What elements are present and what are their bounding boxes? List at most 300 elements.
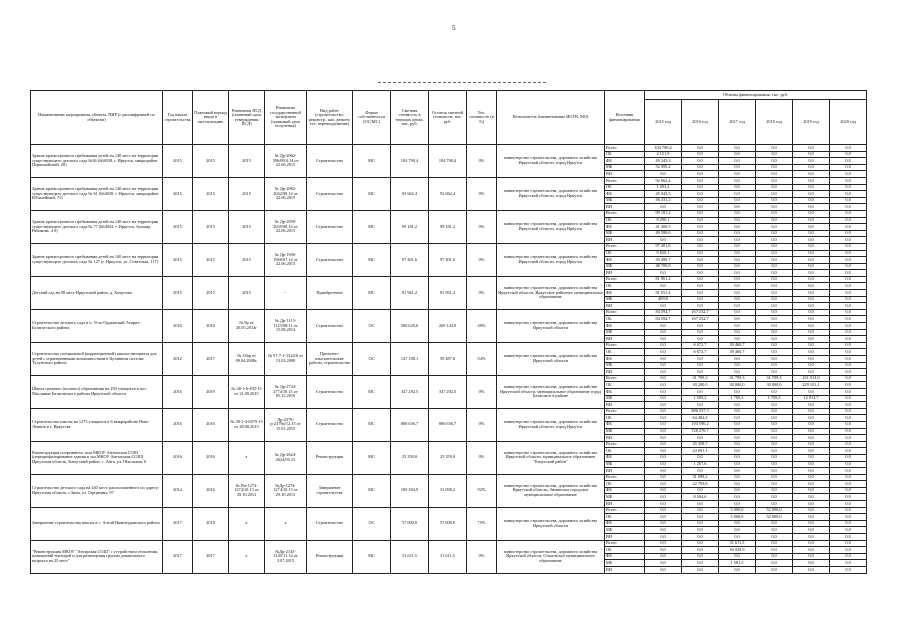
- funding-value: 886 557,3: [682, 408, 719, 415]
- col-executor: Исполнитель (наименование ИОГВ, МО): [497, 91, 605, 145]
- funding-value: 0,0: [830, 402, 867, 409]
- funding-value: 0,0: [793, 217, 830, 224]
- estimated-cost: 31 611,5: [391, 540, 429, 573]
- funding-value: 0,0: [682, 210, 719, 217]
- executor: министерство строительства, дорожного хозяйства Иркутской области, Зиминское городское муниципальное образование: [497, 474, 605, 507]
- funding-value: 0,0: [830, 468, 867, 475]
- funding-value: 0,0: [645, 520, 682, 527]
- executor: министерство строительства, дорожного хозяйства Иркутской области: [497, 342, 605, 375]
- funding-value: 0,0: [682, 191, 719, 198]
- readiness: 0%: [467, 276, 497, 309]
- funding-value: 0,0: [719, 356, 756, 363]
- funding-value: 39 460,7: [719, 342, 756, 349]
- table-row: [31, 540, 867, 547]
- funding-value: 0,0: [719, 421, 756, 428]
- funding-value: 0,0: [682, 290, 719, 297]
- funding-value: 0,0: [793, 263, 830, 270]
- funding-value: 0,0: [719, 158, 756, 165]
- funding-value: 0,0: [719, 204, 756, 211]
- funding-value: 0,0: [719, 296, 756, 303]
- funding-value: 0,0: [719, 210, 756, 217]
- funding-value: 0,0: [756, 356, 793, 363]
- funding-value: 0,0: [682, 388, 719, 395]
- funding-value: 0,0: [830, 567, 867, 574]
- expertise-details: №Др-1274-1274/10.13 от 29.10.2013: [265, 474, 307, 507]
- funding-value: 0,0: [756, 408, 793, 415]
- funding-value: 0,0: [830, 191, 867, 198]
- funding-value: 0,0: [793, 145, 830, 152]
- object-name: Здание краткосрочного пребывания детей на 140 мест на территории существующего детского сада №36 (664038, г. Иркутск, микрорайон Первомайский, 20): [31, 145, 163, 178]
- funding-value: 0,0: [830, 349, 867, 356]
- funding-value: 0,0: [682, 151, 719, 158]
- psd-details: № 38-1-4-0479-15 от 28.08.2015: [229, 408, 265, 441]
- funding-value: 0,0: [830, 481, 867, 488]
- funding-value: 0,0: [830, 250, 867, 257]
- funding-value: 0,0: [793, 250, 830, 257]
- funding-value: 0,0: [756, 336, 793, 343]
- funding-value: 0,0: [645, 303, 682, 310]
- funding-source: ФБ: [605, 191, 645, 198]
- funding-value: 104 790,4: [645, 145, 682, 152]
- funding-value: 0,0: [645, 342, 682, 349]
- funding-value: 0,0: [756, 164, 793, 171]
- estimated-cost: 147 108,1: [391, 342, 429, 375]
- funding-source: Всего: [605, 441, 645, 448]
- funding-value: 0,0: [756, 204, 793, 211]
- funding-value: 0,0: [756, 276, 793, 283]
- funding-value: 0,0: [793, 230, 830, 237]
- executor: министерство строительства, дорожного хозяйства Иркутской области, город Иркутск: [497, 177, 605, 210]
- funding-value: 0,0: [793, 441, 830, 448]
- funding-value: 0,0: [682, 527, 719, 534]
- funding-source: Всего: [605, 474, 645, 481]
- col-work-type: Вид работ (строительство, реконстр., кап. ремонт, тех. перевооружение): [307, 91, 353, 145]
- funding-value: 0,0: [719, 217, 756, 224]
- funding-value: 0,0: [830, 270, 867, 277]
- work-type: Строительство: [307, 309, 353, 342]
- executor: министерство строительства, дорожного хозяйства Иркутской области, город Иркутск: [497, 408, 605, 441]
- funding-source: ОБ: [605, 415, 645, 422]
- remaining-cost: 92 662,4: [429, 177, 467, 210]
- funding-value: 5 000,0: [719, 507, 756, 514]
- investment-table: [30, 90, 867, 574]
- funding-value: 0,0: [793, 448, 830, 455]
- funding-value: 30 000,0: [756, 382, 793, 389]
- funding-value: 0,0: [793, 553, 830, 560]
- funding-value: 0,0: [793, 237, 830, 244]
- funding-value: 0,0: [682, 402, 719, 409]
- funding-source: ОБ: [605, 448, 645, 455]
- funding-value: 0,0: [793, 402, 830, 409]
- object-name: Здание краткосрочного пребывания детей на 140 мест на территории существующего детского сада № 77 (664043, г. Иркутск, бульвар Рябикова, 4 б): [31, 210, 163, 243]
- funding-source: Всего: [605, 210, 645, 217]
- funding-value: 0,0: [645, 474, 682, 481]
- funding-value: 30 000,0: [719, 382, 756, 389]
- psd-details: х: [229, 540, 265, 573]
- funding-value: 9 820,1: [645, 250, 682, 257]
- psd-details: № Пп-1274-1274/10.13 от 29.10.2013: [229, 474, 265, 507]
- funding-value: 0,0: [756, 448, 793, 455]
- funding-source: Всего: [605, 145, 645, 152]
- object-name: "Реконструкция МКОУ "Ангарская СОШ" с устройством отопления, помещений теплицей и для размещения группы дошкольного возраста на 25 мест": [31, 540, 163, 573]
- funding-value: 84 594,7: [645, 309, 682, 316]
- funding-source: ОБ: [605, 217, 645, 224]
- funding-value: 0,0: [793, 171, 830, 178]
- funding-value: 0,0: [793, 369, 830, 376]
- year-end: 2016: [193, 441, 229, 474]
- funding-value: 0,0: [793, 474, 830, 481]
- funding-value: 0,0: [756, 257, 793, 264]
- funding-value: 0,0: [756, 230, 793, 237]
- funding-value: 0,0: [719, 369, 756, 376]
- funding-value: 0,0: [682, 520, 719, 527]
- funding-source: Всего: [605, 507, 645, 514]
- funding-value: 0,0: [830, 369, 867, 376]
- funding-value: 0,0: [756, 534, 793, 541]
- funding-value: 0,0: [719, 468, 756, 475]
- funding-value: 0,0: [719, 415, 756, 422]
- expertise-details: Др-2379/р-2379р/12.15 от 15.01.2015: [265, 408, 307, 441]
- funding-value: 0,0: [793, 349, 830, 356]
- funding-value: 0,0: [719, 448, 756, 455]
- funding-value: 0,0: [830, 316, 867, 323]
- funding-value: 0,0: [645, 494, 682, 501]
- funding-value: 0,0: [645, 362, 682, 369]
- readiness: 75%: [467, 507, 497, 540]
- ownership: ОС: [353, 342, 391, 375]
- funding-value: 0,0: [682, 547, 719, 554]
- funding-value: 0,0: [793, 540, 830, 547]
- funding-source: Всего: [605, 177, 645, 184]
- funding-value: 0,0: [830, 507, 867, 514]
- funding-value: 0,0: [645, 514, 682, 521]
- funding-value: 8 290,1: [645, 217, 682, 224]
- funding-source: Всего: [605, 309, 645, 316]
- work-type: Реконструкция: [307, 441, 353, 474]
- funding-value: 409,8: [645, 296, 682, 303]
- funding-value: 0,0: [645, 448, 682, 455]
- expertise-details: №Др-2145-2145/11.14 от 3.07.2015: [265, 540, 307, 573]
- funding-value: 81 961,2: [645, 276, 682, 283]
- readiness: 0%: [467, 177, 497, 210]
- remaining-cost: 57 000,0: [429, 507, 467, 540]
- funding-value: 0,0: [719, 191, 756, 198]
- funding-value: 0,0: [756, 415, 793, 422]
- readiness: 0%: [467, 243, 497, 276]
- funding-value: 0,0: [682, 435, 719, 442]
- funding-value: 30 200,0: [682, 382, 719, 389]
- funding-value: 0,0: [756, 290, 793, 297]
- funding-value: 0,0: [645, 534, 682, 541]
- funding-value: 22 793,6: [682, 481, 719, 488]
- funding-value: 0,0: [793, 210, 830, 217]
- funding-value: 0,0: [793, 415, 830, 422]
- object-name: Реконструкция спортивного зала МКОУ Антыхская СОШ (перепрофилирование здания в зал МКОУ Антыхская СОШ) Иркутская область, Качугский район, с. Анга, ул. Школьная, 6: [31, 441, 163, 474]
- funding-value: 0,0: [830, 158, 867, 165]
- table-row: [31, 243, 867, 250]
- funding-value: 0,0: [682, 177, 719, 184]
- executor: министерство строительства, дорожного хозяйства Иркутской области, город Иркутск: [497, 243, 605, 276]
- estimated-cost: 180 304,9: [391, 474, 429, 507]
- expertise-details: № Др-1113-1115/08/11 от 15.08.2014: [265, 309, 307, 342]
- funding-value: 0,0: [682, 560, 719, 567]
- funding-value: 0,0: [830, 520, 867, 527]
- expertise-details: № Др-2059-2035/08.14 от 22.06.2015: [265, 210, 307, 243]
- funding-source: ОБ: [605, 283, 645, 290]
- table-row: [31, 342, 867, 349]
- estimated-cost: 886 656,7: [391, 408, 429, 441]
- work-type: Проектно-изыскательские работы, строительство: [307, 342, 353, 375]
- funding-value: 0,0: [756, 224, 793, 231]
- psd-details: № 336р от 09.04.2008г.: [229, 342, 265, 375]
- table-row: [31, 474, 867, 481]
- col-estimated-cost: Сметная стоимость в текущих ценах, тыс. руб.: [391, 91, 429, 145]
- funding-value: 0,0: [830, 540, 867, 547]
- object-name: Здание краткосрочного пребывания детей на 140 мест на территории существующего детского сада № 61 (664039, г. Иркутск, микрорайон Юбилейный, 71): [31, 177, 163, 210]
- funding-value: 52 395,2: [645, 164, 682, 171]
- funding-value: 31 098,2: [682, 474, 719, 481]
- funding-value: 97 401,6: [645, 243, 682, 250]
- funding-value: 0,0: [756, 540, 793, 547]
- funding-source: ФБ: [605, 421, 645, 428]
- funding-source: ВИ: [605, 336, 645, 343]
- funding-value: 0,0: [719, 461, 756, 468]
- funding-value: 0,0: [830, 421, 867, 428]
- executor: министерство строительства, дорожного хозяйства Иркутской области, Иркутское районное муниципальное образование: [497, 276, 605, 309]
- table-row: [31, 276, 867, 283]
- funding-value: 5 000,0: [719, 514, 756, 521]
- funding-value: 0,0: [830, 177, 867, 184]
- funding-source: Всего: [605, 375, 645, 382]
- funding-value: 0,0: [793, 243, 830, 250]
- estimated-cost: 81 961,2: [391, 276, 429, 309]
- funding-value: 1 709,3: [719, 395, 756, 402]
- funding-source: ФБ: [605, 224, 645, 231]
- col-year-start: Год начала строительства: [163, 91, 193, 145]
- funding-value: 0,0: [756, 250, 793, 257]
- year-end: 2015: [193, 210, 229, 243]
- funding-value: 0,0: [645, 540, 682, 547]
- funding-value: 0,0: [793, 151, 830, 158]
- funding-value: 0,0: [793, 316, 830, 323]
- funding-value: 0,0: [645, 408, 682, 415]
- funding-source: ОБ: [605, 481, 645, 488]
- col-year: 2019 год: [793, 100, 830, 145]
- funding-value: 0,0: [682, 369, 719, 376]
- funding-value: 0,0: [830, 164, 867, 171]
- funding-value: 0,0: [645, 435, 682, 442]
- funding-value: 0,0: [793, 481, 830, 488]
- year-start: 2017: [163, 540, 193, 573]
- funding-value: 0,0: [830, 461, 867, 468]
- funding-value: 0,0: [830, 382, 867, 389]
- funding-value: 0,0: [793, 191, 830, 198]
- funding-source: ВИ: [605, 237, 645, 244]
- year-end: 2019: [193, 375, 229, 408]
- funding-value: 0,0: [830, 415, 867, 422]
- ownership: МС: [353, 474, 391, 507]
- funding-value: 0,0: [645, 553, 682, 560]
- funding-source: ВИ: [605, 534, 645, 541]
- funding-value: 0,0: [756, 316, 793, 323]
- year-start: 2015: [163, 145, 193, 178]
- funding-value: 46 331,2: [645, 197, 682, 204]
- funding-value: 0,0: [645, 441, 682, 448]
- funding-value: 0,0: [682, 257, 719, 264]
- table-row: [31, 145, 867, 152]
- funding-value: 0,0: [719, 177, 756, 184]
- funding-value: 0,0: [756, 270, 793, 277]
- estimated-cost: 347 292,5: [391, 375, 429, 408]
- object-name: Завершение строительства школы в с. Алтай Нижнеудинского района: [31, 507, 163, 540]
- year-start: 2015: [163, 243, 193, 276]
- funding-source: ФБ: [605, 290, 645, 297]
- year-start: 2016: [163, 309, 193, 342]
- funding-source: ВИ: [605, 567, 645, 574]
- funding-value: 0,0: [682, 283, 719, 290]
- work-type: Строительство: [307, 210, 353, 243]
- funding-value: 0,0: [756, 283, 793, 290]
- work-type: Строительство: [307, 375, 353, 408]
- funding-value: 0,0: [682, 454, 719, 461]
- work-type: Приобретение: [307, 276, 353, 309]
- year-start: 2015: [163, 276, 193, 309]
- funding-value: 0,0: [682, 171, 719, 178]
- ownership: МС: [353, 276, 391, 309]
- funding-value: 0,0: [719, 257, 756, 264]
- funding-value: 0,0: [830, 151, 867, 158]
- funding-value: 0,0: [830, 145, 867, 152]
- funding-value: 0,0: [682, 553, 719, 560]
- funding-value: 0,0: [719, 553, 756, 560]
- funding-value: 0,0: [719, 303, 756, 310]
- funding-value: 0,0: [682, 243, 719, 250]
- executor: министерство строительства, дорожного хозяйства Иркутской области, Ольхонское муниципальное образование: [497, 540, 605, 573]
- expertise-details: № Др-2734-2774/10.15 от 05.12.2016: [265, 375, 307, 408]
- funding-value: 0,0: [793, 494, 830, 501]
- funding-value: 167 232,7: [682, 316, 719, 323]
- funding-value: 0,0: [682, 224, 719, 231]
- funding-source: ОБ: [605, 250, 645, 257]
- funding-value: 0,0: [793, 342, 830, 349]
- year-end: 2015: [193, 177, 229, 210]
- funding-value: 0,0: [830, 395, 867, 402]
- funding-value: 0,0: [756, 487, 793, 494]
- funding-value: 1 203,2: [645, 184, 682, 191]
- object-name: Строительство детского сада на 240 мест, расположенного по адресу: Иркутская область, г.Зима, ул. Герцизина, 97: [31, 474, 163, 507]
- remaining-cost: 104 790,4: [429, 145, 467, 178]
- funding-value: 0,0: [645, 356, 682, 363]
- funding-value: 0,0: [756, 494, 793, 501]
- remaining-cost: 99 181,2: [429, 210, 467, 243]
- funding-value: 0,0: [645, 567, 682, 574]
- funding-source: МБ: [605, 560, 645, 567]
- funding-value: 0,0: [756, 547, 793, 554]
- funding-value: 0,0: [682, 217, 719, 224]
- funding-value: 52 000,0: [756, 507, 793, 514]
- funding-value: 0,0: [719, 290, 756, 297]
- funding-value: 0,0: [830, 454, 867, 461]
- funding-source: МБ: [605, 329, 645, 336]
- funding-value: 0,0: [682, 507, 719, 514]
- work-type: Строительство: [307, 243, 353, 276]
- funding-value: 0,0: [719, 487, 756, 494]
- funding-source: ОБ: [605, 382, 645, 389]
- funding-value: 0,0: [682, 296, 719, 303]
- col-ownership: Форма собственности (ОС/МС): [353, 91, 391, 145]
- funding-value: 49 590,6: [645, 230, 682, 237]
- funding-value: 0,0: [830, 408, 867, 415]
- table-row: [31, 210, 867, 217]
- funding-value: 0,0: [830, 441, 867, 448]
- year-start: 2015: [163, 177, 193, 210]
- funding-value: 0,0: [830, 329, 867, 336]
- year-start: 2016: [163, 441, 193, 474]
- year-start: 2014: [163, 474, 193, 507]
- funding-source: ФБ: [605, 257, 645, 264]
- funding-value: 0,0: [793, 356, 830, 363]
- estimated-cost: 586 620,6: [391, 309, 429, 342]
- expertise-details: х: [265, 507, 307, 540]
- funding-value: 6 672,7: [682, 342, 719, 349]
- funding-value: 0,0: [793, 323, 830, 330]
- funding-value: 0,0: [682, 487, 719, 494]
- funding-source: ОБ: [605, 316, 645, 323]
- remaining-cost: 31 098,2: [429, 474, 467, 507]
- remaining-cost: 59 487,6: [429, 342, 467, 375]
- executor: министерство строительства, дорожного хозяйства Иркутской области, муниципальное образование "Качугский район": [497, 441, 605, 474]
- funding-source: ВИ: [605, 468, 645, 475]
- estimated-cost: 99 181,2: [391, 210, 429, 243]
- funding-value: 0,0: [645, 349, 682, 356]
- funding-value: 0,0: [793, 421, 830, 428]
- ownership: МС: [353, 177, 391, 210]
- funding-value: 0,0: [793, 501, 830, 508]
- funding-value: 0,0: [756, 567, 793, 574]
- funding-value: 0,0: [830, 388, 867, 395]
- funding-value: 0,0: [793, 514, 830, 521]
- estimated-cost: 92 662,4: [391, 177, 429, 210]
- funding-value: 0,0: [830, 342, 867, 349]
- funding-value: 0,0: [830, 184, 867, 191]
- funding-source: ВИ: [605, 501, 645, 508]
- funding-value: 41 300,5: [645, 224, 682, 231]
- funding-value: 0,0: [719, 402, 756, 409]
- funding-value: 231 914,0: [793, 375, 830, 382]
- funding-value: 81 551,4: [645, 290, 682, 297]
- funding-value: 193 596,2: [682, 421, 719, 428]
- funding-value: 12 812,7: [793, 395, 830, 402]
- funding-source: ВИ: [605, 171, 645, 178]
- funding-value: 0,0: [682, 514, 719, 521]
- funding-value: 39 460,7: [719, 349, 756, 356]
- funding-value: 0,0: [793, 283, 830, 290]
- remaining-cost: 81 961,2: [429, 276, 467, 309]
- funding-value: 0,0: [719, 329, 756, 336]
- funding-source: ФБ: [605, 158, 645, 165]
- ownership: МС: [353, 375, 391, 408]
- funding-value: 31 709,3: [756, 375, 793, 382]
- funding-value: 0,0: [645, 237, 682, 244]
- funding-value: 0,0: [830, 494, 867, 501]
- funding-value: 0,0: [682, 270, 719, 277]
- psd-details: 2015: [229, 145, 265, 178]
- funding-value: 0,0: [682, 329, 719, 336]
- funding-value: 0,0: [793, 461, 830, 468]
- funding-value: 0,0: [756, 369, 793, 376]
- object-name: Строительство детского сада в п. Усть-Ордынский Эхирит-Булагатского района: [31, 309, 163, 342]
- funding-value: 0,0: [645, 547, 682, 554]
